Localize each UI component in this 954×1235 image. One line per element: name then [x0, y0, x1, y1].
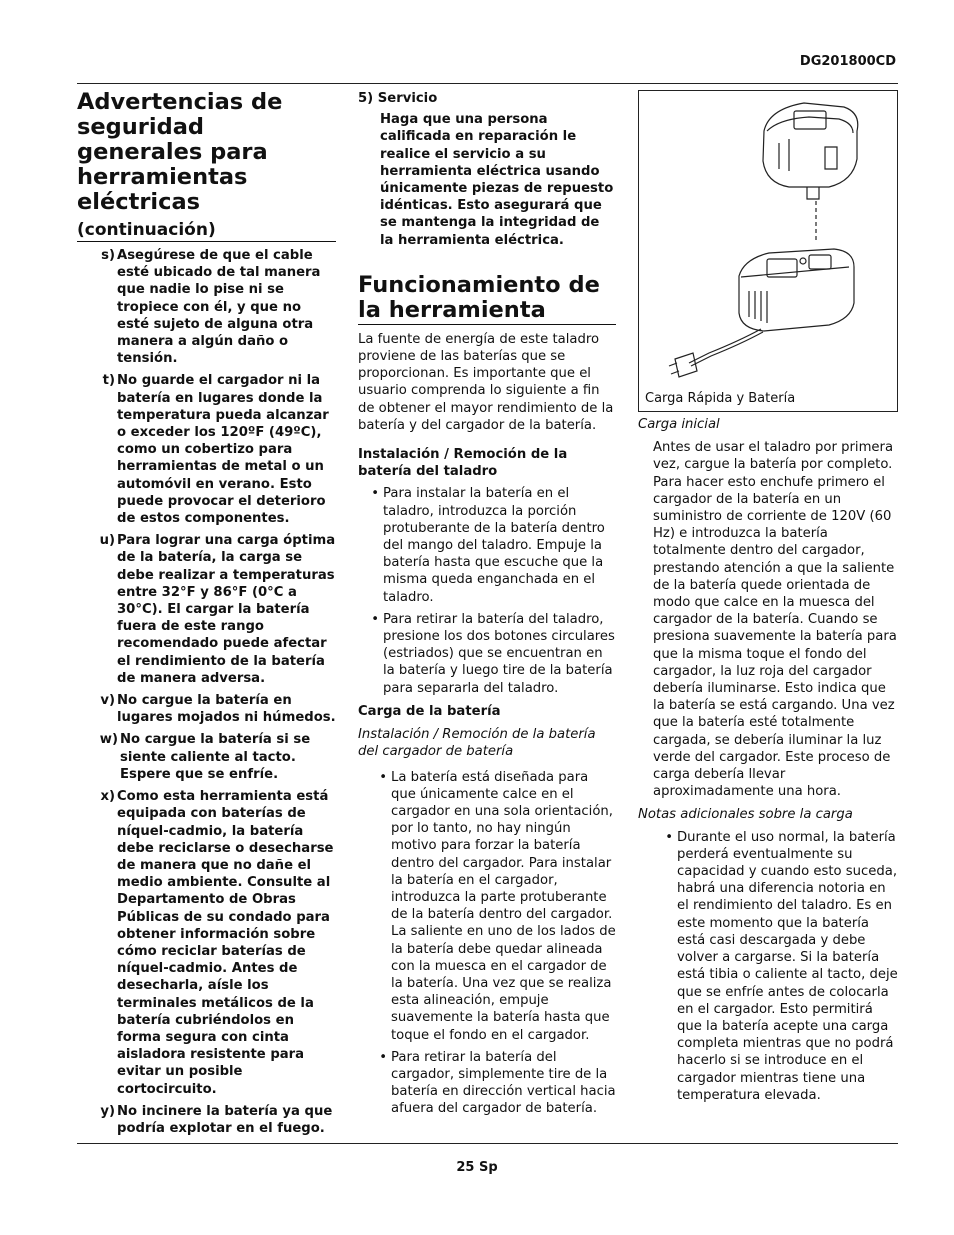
item-label: s) — [101, 248, 115, 263]
item-label: w) — [99, 732, 118, 748]
warning-item-y — [77, 1103, 336, 1137]
list-item-text: Para instalar la batería en el taladro, introduzca la porción protuberante de la batería dentro del mango del taladro. Empuje la batería hasta que escuche que la misma queda enganchada en el taladro. — [383, 486, 605, 605]
item-label: x) — [100, 789, 115, 805]
list-item-text: Durante el uso normal, la batería perderá eventualmente su capacidad y cuando esto suceda, habrá una diferencia notoria en el rendimiento del taladro. Es en este momento que la batería está casi descargada y debe volver a cargarse. Si la batería está tibia o caliente al tacto, deje que se enfríe antes de colocarla en el cargador. Esto permitirá que la batería acepte una carga completa mientras que no podrá hacerlo si se introduce en el cargador mientras tiene una temperatura elevada. — [677, 829, 898, 1103]
warning-item-u — [77, 532, 336, 687]
column-charging — [638, 90, 898, 1104]
list-item-text: La batería está diseñada para que únicamente calce en el cargador en una sola orientación, por lo tanto, no hay ningún motivo para forzar la batería dentro del cargador. Para instalar la batería en el cargador, introduzca la parte protuberante de la batería dentro del cargador. La saliente en uno de los lados de la batería debe quedar alineada con la muesca en el cargador de la batería. Una vez que se realiza esta alineación, empuje suavemente la batería hasta que toque el fondo en el cargador. — [391, 769, 616, 1043]
charger-battery-illustration — [639, 91, 897, 391]
item-label: y) — [100, 1103, 115, 1119]
column-operation — [358, 90, 616, 1118]
notes-list — [638, 829, 898, 1104]
warning-item-s — [77, 247, 336, 367]
warning-item-t — [77, 372, 336, 527]
service-text: Haga que una persona calificada en reparación le realice el servicio a su herramienta eléctrica usando únicamente piezas de repuesto idénticas. Esto asegurará que se mantenga la integridad de la herramienta eléctrica. — [380, 112, 614, 248]
bullet-icon: • — [371, 486, 379, 502]
charge-heading: Carga de la batería — [358, 703, 501, 719]
item-text: No guarde el cargador ni la batería en lugares donde la temperatura pueda alcanzar o exceder los 120ºF (49ºC), como un cobertizo para herramientas de metal o un automóvil en verano. Esto puede provocar el deterioro de estos componentes. — [117, 373, 329, 527]
section-title: Advertencias de seguridad generales para herramientas eléctricas — [77, 89, 283, 215]
list-item-text: Para retirar la batería del taladro, presione los dos botones circulares (estriados) que se encuentran en la batería y luego tire de la batería para separarla del taladro. — [383, 611, 615, 696]
bullet-icon: • — [371, 611, 379, 627]
item-text: Para lograr una carga óptima de la batería, la carga se debe realizar a temperaturas entre 32°F y 86°F (0°C a 30°C). El cargar la batería fuera de este rango recomendado puede afectar el rendimiento de la batería de manera adversa. — [117, 533, 336, 686]
item-label: v) — [100, 693, 115, 709]
item-text: No incinere la batería ya que podría explotar en el fuego. — [117, 1103, 333, 1136]
section-subtitle: (continuación) — [77, 220, 336, 242]
document-id: DG201800CD — [799, 54, 896, 69]
initial-charge-heading: Carga inicial — [638, 417, 720, 432]
notes-heading: Notas adicionales sobre la carga — [638, 807, 853, 823]
charger-battery-figure — [638, 90, 898, 412]
service-label: 5) Servicio — [358, 91, 438, 106]
power-cord-icon — [689, 329, 761, 363]
install-heading: Instalación / Remoción de la batería del taladro — [358, 447, 568, 480]
battery-icon — [763, 103, 858, 187]
list-item — [358, 611, 616, 697]
top-rule — [77, 83, 898, 84]
page-number: 25 Sp — [456, 1160, 498, 1175]
figure-caption: Carga Rápida y Batería — [645, 390, 796, 406]
item-text: No cargue la batería si se siente caliente al tacto. Espere que se enfríe. — [120, 732, 311, 782]
operation-heading: Funcionamiento de la herramienta — [358, 273, 616, 325]
bottom-rule — [77, 1143, 898, 1144]
list-item — [358, 485, 616, 605]
list-item — [638, 829, 898, 1104]
item-label: u) — [99, 533, 115, 549]
charge-list — [358, 769, 616, 1118]
warning-item-x — [77, 788, 336, 1098]
bullet-icon: • — [379, 1049, 387, 1065]
item-text: No cargue la batería en lugares mojados ni húmedos. — [117, 693, 336, 726]
warning-item-w — [77, 731, 336, 783]
item-text: Asegúrese de que el cable esté ubicado de tal manera que nadie lo pise ni se tropiece con él, y que no esté sujeto de alguna otra manera a algún daño o tensión. — [117, 248, 321, 367]
item-label: t) — [102, 373, 115, 389]
warning-item-v — [77, 692, 336, 726]
list-item-text: Para retirar la batería del cargador, simplemente tire de la batería en dirección vertical hacia afuera del cargador de batería. — [391, 1049, 616, 1117]
bullet-icon: • — [379, 769, 387, 785]
item-text: Como esta herramienta está equipada con baterías de níquel-cadmio, la batería debe reciclarse o desecharse de manera que no dañe el medio ambiente. Consulte al Departamento de Obras Públicas de su condado para obtener información sobre cómo reciclar baterías de níquel-cadmio. Antes de desecharla, aísle los terminales metálicos de la batería cubriéndolos en forma segura con cinta aisladora resistente para evitar un posible cortocircuito. — [117, 789, 334, 1097]
list-item — [358, 769, 616, 1044]
charge-subheading: Instalación / Remoción de la batería del cargador de batería — [358, 727, 596, 760]
list-item — [358, 1049, 616, 1118]
initial-charge-text: Antes de usar el taladro por primera vez, cargue la batería por completo. Para hacer esto enchufe primero el cargador de la batería en un suministro de corriente de 120V (60 Hz) e introduzca la batería totalmente dentro del cargador, prestando atención a que la saliente de la batería quede orientada de modo que calce en la muesca del cargador de la batería. Cuando se presiona suavemente la batería para que la misma toque el fondo del cargador, la luz roja del cargador debería iluminarse. Esto indica que la batería se está cargando. Una vez que la batería esté totalmente cargada, se debería iluminar la luz verde del cargador. Este proceso de carga debería llevar aproximadamente una hora. — [653, 440, 897, 800]
install-list — [358, 485, 616, 696]
operation-intro: La fuente de energía de este taladro proviene de las baterías que se proporcionan. Es importante que el usuario comprenda lo siguiente a fin de obtener el mayor rendimiento de la batería y del cargador de la batería. — [358, 331, 614, 433]
column-safety-warnings — [77, 90, 336, 1137]
bullet-icon: • — [665, 829, 673, 845]
